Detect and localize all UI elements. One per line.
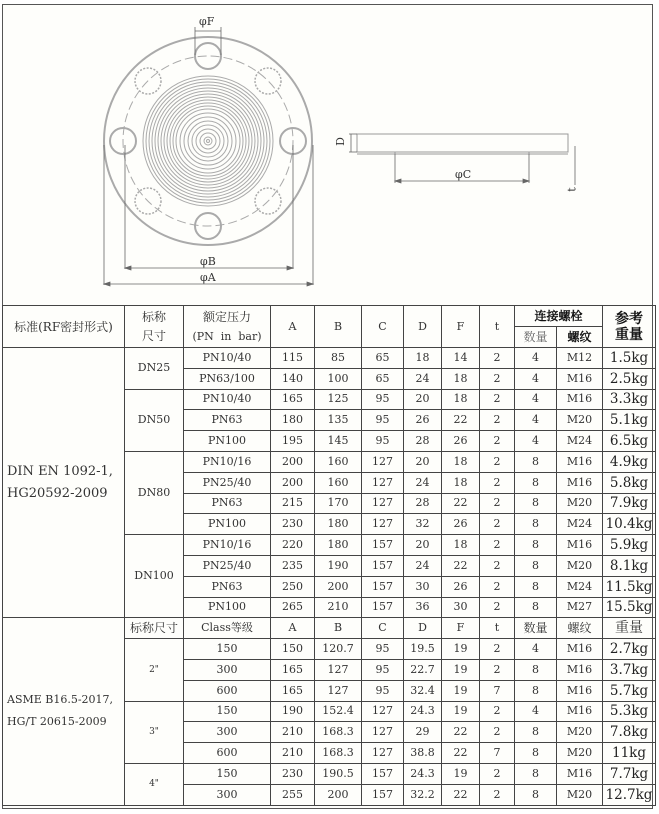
- qty-cell: 8: [515, 555, 557, 576]
- pressure-cell: PN63: [184, 493, 271, 514]
- asme-subheader-a: A: [271, 618, 315, 639]
- c-cell: 127: [362, 451, 404, 472]
- t-cell: 2: [480, 514, 515, 535]
- weight-cell: 11kg: [603, 743, 656, 764]
- t-cell: 2: [480, 659, 515, 680]
- b-cell: 135: [315, 410, 362, 431]
- a-cell: 195: [271, 431, 315, 452]
- header-t: t: [480, 306, 515, 348]
- weight-cell: 1.5kg: [603, 348, 656, 369]
- weight-cell: 6.5kg: [603, 431, 656, 452]
- f-cell: 18: [442, 451, 480, 472]
- qty-cell: 8: [515, 576, 557, 597]
- a-cell: 250: [271, 576, 315, 597]
- thread-cell: M20: [557, 410, 603, 431]
- t-cell: 2: [480, 555, 515, 576]
- thread-cell: M16: [557, 389, 603, 410]
- t-cell: 2: [480, 410, 515, 431]
- d-cell: 32.4: [404, 680, 442, 701]
- weight-cell: 7.7kg: [603, 763, 656, 784]
- d-cell: 24: [404, 368, 442, 389]
- f-cell: 19: [442, 639, 480, 660]
- class-cell: 600: [184, 680, 271, 701]
- thread-cell: M16: [557, 680, 603, 701]
- nominal-size-cell: 2": [125, 639, 184, 701]
- d-cell: 26: [404, 410, 442, 431]
- b-cell: 152.4: [315, 701, 362, 722]
- d-cell: 30: [404, 576, 442, 597]
- t-cell: 7: [480, 680, 515, 701]
- a-cell: 210: [271, 722, 315, 743]
- c-cell: 65: [362, 348, 404, 369]
- flange-drawing-svg: [3, 5, 654, 305]
- asme-subheader-b: B: [315, 618, 362, 639]
- header-nominal-size: [125, 306, 184, 348]
- a-cell: 215: [271, 493, 315, 514]
- header-standard: 标准(RF密封形式): [3, 306, 125, 348]
- thread-cell: M12: [557, 348, 603, 369]
- t-cell: 2: [480, 493, 515, 514]
- weight-cell: 2.5kg: [603, 368, 656, 389]
- weight-cell: 7.9kg: [603, 493, 656, 514]
- f-cell: 18: [442, 472, 480, 493]
- qty-cell: 8: [515, 472, 557, 493]
- c-cell: 127: [362, 514, 404, 535]
- t-cell: 2: [480, 431, 515, 452]
- qty-cell: 8: [515, 763, 557, 784]
- header-f: F: [442, 306, 480, 348]
- b-cell: 180: [315, 535, 362, 556]
- b-cell: 160: [315, 451, 362, 472]
- phi-a-label: φA: [200, 271, 216, 284]
- phi-f-label: φF: [199, 15, 215, 28]
- d-cell: 20: [404, 535, 442, 556]
- c-cell: 127: [362, 493, 404, 514]
- header-a: A: [271, 306, 315, 348]
- c-cell: 157: [362, 576, 404, 597]
- b-cell: 127: [315, 659, 362, 680]
- t-cell: 2: [480, 368, 515, 389]
- f-cell: 19: [442, 659, 480, 680]
- nominal-size-cell: DN80: [125, 451, 184, 534]
- t-cell: 2: [480, 348, 515, 369]
- thread-cell: M24: [557, 431, 603, 452]
- b-cell: 160: [315, 472, 362, 493]
- weight-cell: 5.3kg: [603, 701, 656, 722]
- c-cell: 65: [362, 368, 404, 389]
- d-cell: 18: [404, 348, 442, 369]
- header-c: C: [362, 306, 404, 348]
- f-cell: 22: [442, 493, 480, 514]
- header-pressure-line1: 额定压力: [202, 309, 251, 324]
- table-row: [3, 348, 656, 369]
- t-cell: 2: [480, 701, 515, 722]
- thread-cell: M16: [557, 763, 603, 784]
- thread-cell: M27: [557, 597, 603, 618]
- b-cell: 170: [315, 493, 362, 514]
- class-cell: 300: [184, 659, 271, 680]
- qty-cell: 8: [515, 680, 557, 701]
- a-cell: 165: [271, 680, 315, 701]
- qty-cell: 8: [515, 722, 557, 743]
- asme-subheader-thread: 螺纹: [557, 618, 603, 639]
- weight-cell: 5.9kg: [603, 535, 656, 556]
- t-cell: 7: [480, 743, 515, 764]
- weight-cell: 3.7kg: [603, 659, 656, 680]
- b-cell: 210: [315, 597, 362, 618]
- front-view: [104, 37, 312, 245]
- qty-cell: 8: [515, 659, 557, 680]
- din-standard-cell: DIN EN 1092-1, HG20592-2009: [3, 348, 125, 618]
- t-cell: 2: [480, 389, 515, 410]
- a-cell: 210: [271, 743, 315, 764]
- d-label: D: [333, 137, 347, 146]
- b-cell: 100: [315, 368, 362, 389]
- d-cell: 32: [404, 514, 442, 535]
- asme-subheader-t: t: [480, 618, 515, 639]
- nominal-size-cell: 4": [125, 763, 184, 805]
- c-cell: 95: [362, 639, 404, 660]
- b-cell: 85: [315, 348, 362, 369]
- b-cell: 168.3: [315, 743, 362, 764]
- t-label: t: [565, 187, 579, 192]
- class-cell: 150: [184, 701, 271, 722]
- weight-cell: 15.5kg: [603, 597, 656, 618]
- qty-cell: 4: [515, 701, 557, 722]
- c-cell: 127: [362, 701, 404, 722]
- d-cell: 24: [404, 472, 442, 493]
- asme-subheader-f: F: [442, 618, 480, 639]
- nominal-size-cell: DN25: [125, 348, 184, 390]
- c-cell: 127: [362, 743, 404, 764]
- qty-cell: 4: [515, 348, 557, 369]
- thread-cell: M24: [557, 576, 603, 597]
- pressure-cell: PN100: [184, 514, 271, 535]
- f-cell: 18: [442, 368, 480, 389]
- b-cell: 127: [315, 680, 362, 701]
- f-cell: 18: [442, 389, 480, 410]
- side-view: [357, 134, 568, 154]
- qty-cell: 8: [515, 784, 557, 805]
- weight-cell: 2.7kg: [603, 639, 656, 660]
- asme-subheader-size: 标称尺寸: [125, 618, 184, 639]
- qty-cell: 8: [515, 514, 557, 535]
- asme-subheader-d: D: [404, 618, 442, 639]
- d-cell: 20: [404, 451, 442, 472]
- f-cell: 30: [442, 597, 480, 618]
- c-cell: 157: [362, 535, 404, 556]
- t-cell: 2: [480, 597, 515, 618]
- thread-cell: M20: [557, 493, 603, 514]
- pressure-cell: PN100: [184, 431, 271, 452]
- phi-c-label: φC: [455, 168, 472, 181]
- nominal-size-cell: DN50: [125, 389, 184, 451]
- weight-cell: 5.8kg: [603, 472, 656, 493]
- thread-cell: M16: [557, 535, 603, 556]
- b-cell: 180: [315, 514, 362, 535]
- header-nominal-size-line1: 标称: [141, 309, 166, 324]
- b-cell: 190.5: [315, 763, 362, 784]
- b-cell: 125: [315, 389, 362, 410]
- class-cell: 150: [184, 639, 271, 660]
- thread-cell: M20: [557, 743, 603, 764]
- a-cell: 150: [271, 639, 315, 660]
- weight-cell: 8.1kg: [603, 555, 656, 576]
- c-cell: 95: [362, 659, 404, 680]
- weight-cell: 10.4kg: [603, 514, 656, 535]
- pressure-cell: PN25/40: [184, 555, 271, 576]
- flange-spec-table: [2, 305, 656, 806]
- header-bolts-group: 连接螺栓: [515, 306, 603, 327]
- weight-cell: 5.1kg: [603, 410, 656, 431]
- nominal-size-cell: DN100: [125, 535, 184, 618]
- b-cell: 120.7: [315, 639, 362, 660]
- header-weight: [603, 306, 656, 348]
- d-cell: 24.3: [404, 763, 442, 784]
- asme-subheader-weight: 重量: [603, 618, 656, 639]
- d-cell: 24.3: [404, 701, 442, 722]
- a-cell: 230: [271, 514, 315, 535]
- a-cell: 200: [271, 472, 315, 493]
- header-d: D: [404, 306, 442, 348]
- f-cell: 22: [442, 410, 480, 431]
- weight-cell: 3.3kg: [603, 389, 656, 410]
- a-cell: 220: [271, 535, 315, 556]
- weight-cell: 4.9kg: [603, 451, 656, 472]
- thread-cell: M16: [557, 451, 603, 472]
- b-cell: 200: [315, 576, 362, 597]
- t-cell: 2: [480, 722, 515, 743]
- t-cell: 2: [480, 763, 515, 784]
- header-weight-line1: 参考: [615, 310, 644, 327]
- d-cell: 28: [404, 431, 442, 452]
- d-cell: 29: [404, 722, 442, 743]
- qty-cell: 4: [515, 410, 557, 431]
- qty-cell: 4: [515, 639, 557, 660]
- weight-cell: 5.7kg: [603, 680, 656, 701]
- f-cell: 22: [442, 555, 480, 576]
- d-cell: 20: [404, 389, 442, 410]
- thread-cell: M24: [557, 514, 603, 535]
- qty-cell: 4: [515, 431, 557, 452]
- weight-cell: 7.8kg: [603, 722, 656, 743]
- thread-cell: M16: [557, 368, 603, 389]
- a-cell: 200: [271, 451, 315, 472]
- pressure-cell: PN10/40: [184, 389, 271, 410]
- a-cell: 165: [271, 659, 315, 680]
- c-cell: 95: [362, 680, 404, 701]
- a-cell: 255: [271, 784, 315, 805]
- pressure-cell: PN10/16: [184, 451, 271, 472]
- c-cell: 127: [362, 722, 404, 743]
- a-cell: 190: [271, 701, 315, 722]
- asme-subheader-c: C: [362, 618, 404, 639]
- d-cell: 19.5: [404, 639, 442, 660]
- b-cell: 168.3: [315, 722, 362, 743]
- d-cell: 38.8: [404, 743, 442, 764]
- thread-cell: M16: [557, 701, 603, 722]
- a-cell: 140: [271, 368, 315, 389]
- a-cell: 165: [271, 389, 315, 410]
- pressure-cell: PN63: [184, 410, 271, 431]
- weight-cell: 12.7kg: [603, 784, 656, 805]
- qty-cell: 8: [515, 597, 557, 618]
- pressure-cell: PN10/16: [184, 535, 271, 556]
- thread-cell: M20: [557, 784, 603, 805]
- a-cell: 230: [271, 763, 315, 784]
- f-cell: 22: [442, 743, 480, 764]
- f-cell: 26: [442, 576, 480, 597]
- c-cell: 157: [362, 763, 404, 784]
- header-weight-line2: 重量: [615, 326, 644, 343]
- t-cell: 2: [480, 451, 515, 472]
- pressure-cell: PN63/100: [184, 368, 271, 389]
- c-cell: 127: [362, 472, 404, 493]
- f-cell: 19: [442, 680, 480, 701]
- thread-cell: M20: [557, 722, 603, 743]
- thread-cell: M16: [557, 639, 603, 660]
- qty-cell: 4: [515, 389, 557, 410]
- header-bolt-thread: 螺纹: [557, 327, 603, 348]
- header-pressure: [184, 306, 271, 348]
- d-cell: 22.7: [404, 659, 442, 680]
- header-bolt-qty: 数量: [515, 327, 557, 348]
- pressure-cell: PN100: [184, 597, 271, 618]
- f-cell: 19: [442, 763, 480, 784]
- c-cell: 157: [362, 597, 404, 618]
- t-cell: 2: [480, 535, 515, 556]
- qty-cell: 8: [515, 451, 557, 472]
- a-cell: 235: [271, 555, 315, 576]
- qty-cell: 8: [515, 743, 557, 764]
- asme-subheader-qty: 数量: [515, 618, 557, 639]
- b-cell: 190: [315, 555, 362, 576]
- d-cell: 32.2: [404, 784, 442, 805]
- d-cell: 36: [404, 597, 442, 618]
- t-cell: 2: [480, 472, 515, 493]
- c-cell: 95: [362, 389, 404, 410]
- header-pressure-line2: (PN in bar): [192, 329, 262, 343]
- weight-cell: 11.5kg: [603, 576, 656, 597]
- c-cell: 157: [362, 784, 404, 805]
- d-cell: 28: [404, 493, 442, 514]
- c-cell: 157: [362, 555, 404, 576]
- nominal-size-cell: 3": [125, 701, 184, 763]
- d-cell: 24: [404, 555, 442, 576]
- f-cell: 18: [442, 535, 480, 556]
- header-nominal-size-line2: 尺寸: [141, 328, 166, 343]
- qty-cell: 8: [515, 535, 557, 556]
- a-cell: 180: [271, 410, 315, 431]
- a-cell: 265: [271, 597, 315, 618]
- thread-cell: M16: [557, 472, 603, 493]
- asme-subheader-class: Class等级: [184, 618, 271, 639]
- b-cell: 200: [315, 784, 362, 805]
- c-cell: 95: [362, 410, 404, 431]
- class-cell: 300: [184, 784, 271, 805]
- f-cell: 22: [442, 722, 480, 743]
- t-cell: 2: [480, 639, 515, 660]
- thread-cell: M16: [557, 659, 603, 680]
- qty-cell: 4: [515, 368, 557, 389]
- pressure-cell: PN63: [184, 576, 271, 597]
- header-b: B: [315, 306, 362, 348]
- a-cell: 115: [271, 348, 315, 369]
- qty-cell: 8: [515, 493, 557, 514]
- f-cell: 14: [442, 348, 480, 369]
- asme-standard-cell: ASME B16.5-2017, HG/T 20615-2009: [3, 618, 125, 805]
- f-cell: 22: [442, 784, 480, 805]
- flange-drawing: [3, 5, 654, 305]
- asme-subheader-row: [3, 618, 656, 639]
- pressure-cell: PN10/40: [184, 348, 271, 369]
- c-cell: 95: [362, 431, 404, 452]
- t-cell: 2: [480, 576, 515, 597]
- class-cell: 600: [184, 743, 271, 764]
- pressure-cell: PN25/40: [184, 472, 271, 493]
- f-cell: 26: [442, 431, 480, 452]
- f-cell: 19: [442, 701, 480, 722]
- t-cell: 2: [480, 784, 515, 805]
- phi-b-label: φB: [200, 255, 216, 268]
- thread-cell: M20: [557, 555, 603, 576]
- table-header-row-1: [3, 306, 656, 327]
- class-cell: 150: [184, 763, 271, 784]
- class-cell: 300: [184, 722, 271, 743]
- b-cell: 145: [315, 431, 362, 452]
- f-cell: 26: [442, 514, 480, 535]
